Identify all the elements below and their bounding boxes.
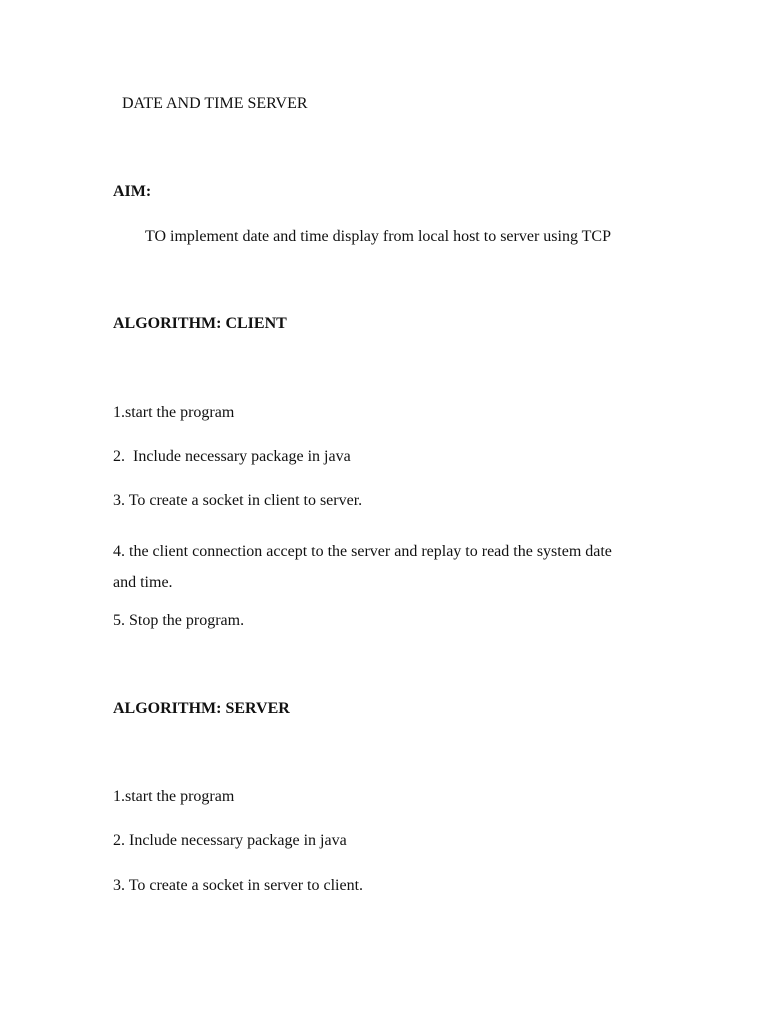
document-title: DATE AND TIME SERVER — [122, 95, 308, 112]
server-algorithm-heading: ALGORITHM: SERVER — [113, 700, 290, 717]
client-algorithm-heading: ALGORITHM: CLIENT — [113, 315, 287, 332]
client-step-4: 4. the client connection accept to the server and replay to read the system date and time. — [113, 543, 612, 591]
client-step-1: 1.start the program — [113, 404, 235, 421]
server-step-2: 2. Include necessary package in java — [113, 832, 347, 849]
client-step-3: 3. To create a socket in client to server. — [113, 492, 363, 509]
aim-text: TO implement date and time display from local host to server using TCP — [145, 228, 611, 245]
aim-heading: AIM: — [113, 183, 152, 200]
server-step-1: 1.start the program — [113, 788, 235, 805]
server-step-3: 3. To create a socket in server to client. — [113, 877, 364, 894]
client-step-5: 5. Stop the program. — [113, 612, 245, 629]
client-step-2: 2. Include necessary package in java — [113, 448, 351, 465]
